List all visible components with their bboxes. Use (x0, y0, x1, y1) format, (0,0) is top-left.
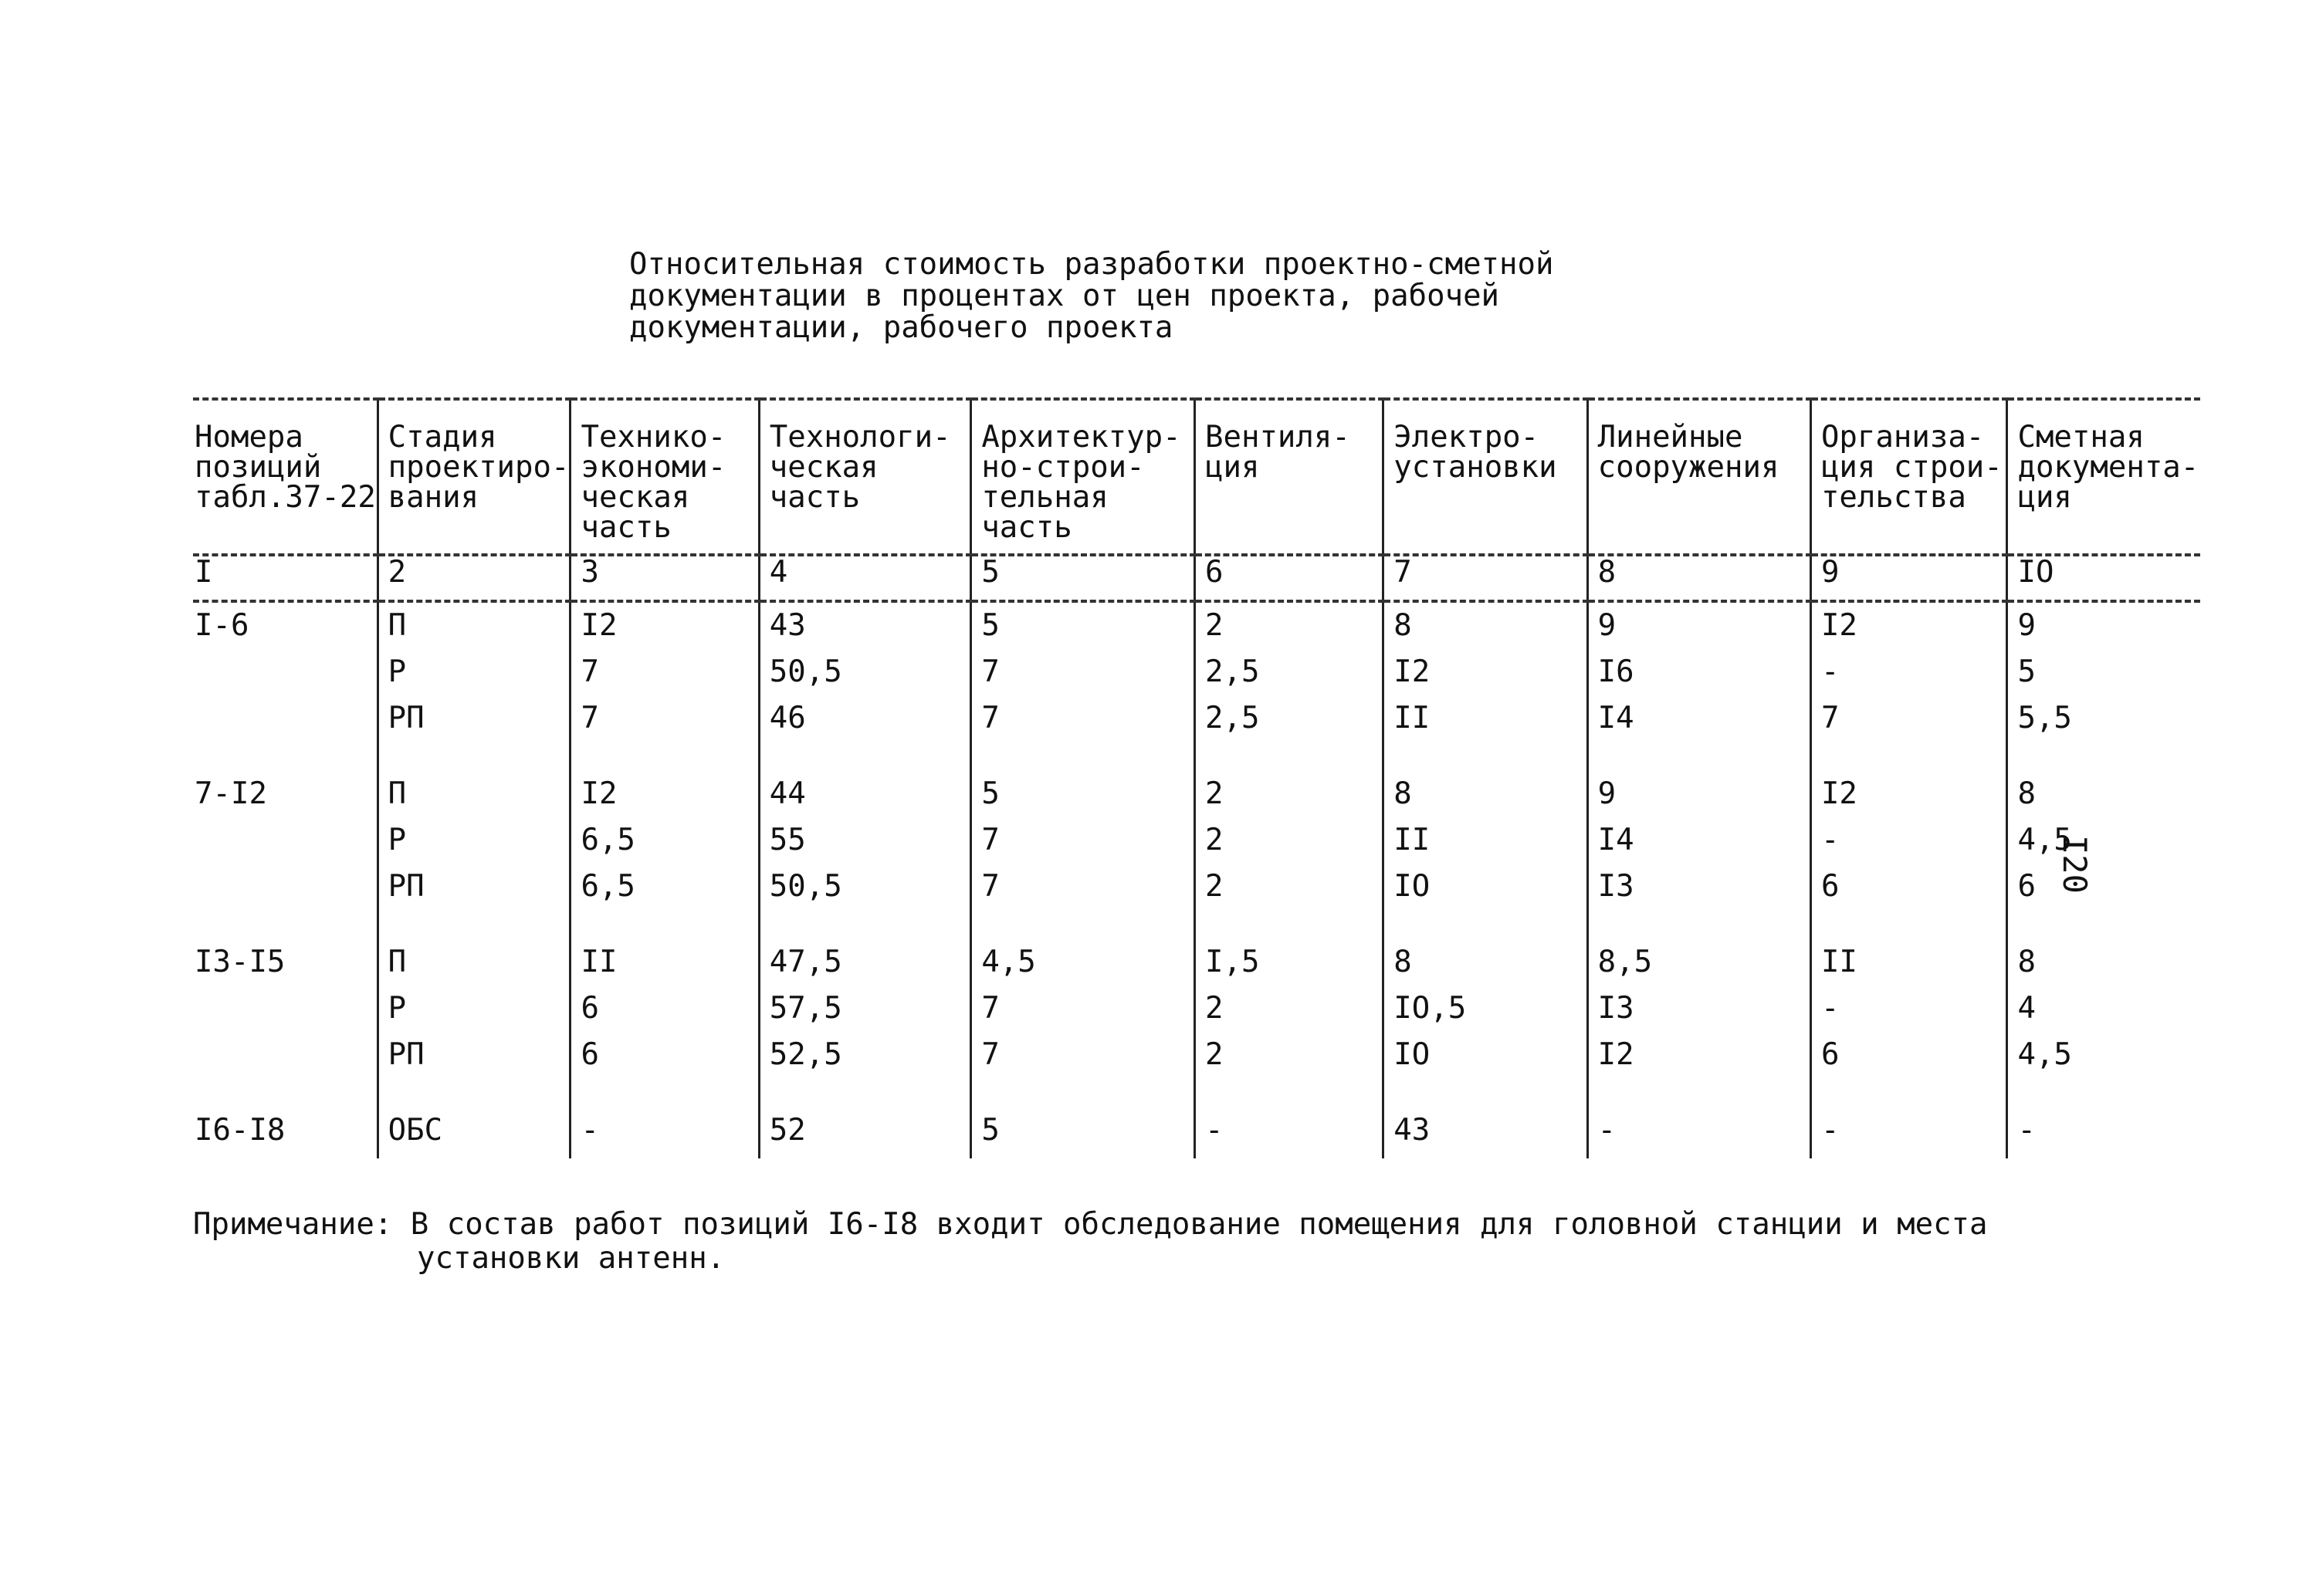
table-cell: - (1810, 817, 2007, 864)
table-cell: I3 (1587, 864, 1810, 910)
table-cell (193, 695, 378, 742)
column-header: Сметная документа-ция (2007, 399, 2200, 555)
table-cell: - (1810, 1078, 2007, 1158)
table-cell: 9 (1587, 601, 1810, 649)
table-cell: 47,5 (759, 910, 971, 986)
table-cell (193, 649, 378, 695)
table-cell: 6 (1810, 864, 2007, 910)
title-line: документации, рабочего проекта (629, 310, 1173, 345)
table-cell: 2 (1195, 986, 1383, 1032)
table-cell: 8 (1383, 910, 1587, 986)
table-cell: 6,5 (571, 817, 759, 864)
table-cell: 8 (2007, 910, 2200, 986)
table-cell: I2 (571, 742, 759, 817)
table-cell: 50,5 (759, 649, 971, 695)
table-cell: 7 (971, 864, 1195, 910)
table-cell: 7-I2 (195, 776, 267, 811)
column-number: 3 (571, 555, 759, 601)
column-number: 2 (378, 555, 571, 601)
table-cell: - (1195, 1078, 1383, 1158)
table-cell: I3-I5 (195, 945, 286, 979)
table-cell: 6 (2007, 864, 2200, 910)
table-cell: 43 (1383, 1078, 1587, 1158)
column-number: 7 (1383, 555, 1587, 601)
table-cell: I4 (1587, 695, 1810, 742)
table-row (193, 1032, 2200, 1078)
column-header: Линейные сооружения (1587, 399, 1810, 555)
table-cell: 7 (1810, 695, 2007, 742)
table-cell (193, 1032, 378, 1078)
column-header: Номера позиций табл.37-22 (193, 399, 378, 555)
table-cell: Р (378, 986, 571, 1032)
table-cell: I3 (1587, 986, 1810, 1032)
column-number: IO (2007, 555, 2200, 601)
table-cell: 43 (759, 601, 971, 649)
table-cell: - (2007, 1078, 2200, 1158)
table-cell: I6-I8 (195, 1113, 286, 1148)
table-cell: II (1383, 695, 1587, 742)
table-cell: 5 (971, 1078, 1195, 1158)
table-cell: 7 (971, 695, 1195, 742)
table-cell: 55 (759, 817, 971, 864)
column-number: 5 (971, 555, 1195, 601)
table-cell: I2 (1810, 601, 2007, 649)
column-number: 4 (759, 555, 971, 601)
table-cell: I,5 (1195, 910, 1383, 986)
table-row (193, 742, 2200, 817)
table-cell: 5 (971, 742, 1195, 817)
table-cell: 8,5 (1587, 910, 1810, 986)
table-cell (193, 986, 378, 1032)
table-cell: 2 (1195, 601, 1383, 649)
table-cell: I2 (1587, 1032, 1810, 1078)
column-header: Архитектур-но-строи-тельная часть (971, 399, 1195, 555)
document-title (629, 249, 1633, 343)
table-cell: П (378, 601, 571, 649)
column-header: Стадия проектиро-вания (378, 399, 571, 555)
table-cell: I2 (1383, 649, 1587, 695)
table-row (193, 910, 2200, 986)
table-cell: 5 (971, 601, 1195, 649)
table-header (193, 399, 2200, 601)
page-number: I20 (2056, 835, 2094, 894)
table-cell: II (571, 910, 759, 986)
table-cell: 4,5 (2007, 817, 2200, 864)
column-number: 6 (1195, 555, 1383, 601)
table-cell: 8 (2007, 742, 2200, 817)
table-cell: 2 (1195, 742, 1383, 817)
table-cell: 50,5 (759, 864, 971, 910)
table-cell: 52 (759, 1078, 971, 1158)
table-cell: 8 (1383, 601, 1587, 649)
footnote-line: установки антенн. (417, 1241, 726, 1276)
table-cell: 7 (571, 695, 759, 742)
table-cell: 6 (1810, 1032, 2007, 1078)
table-cell (193, 817, 378, 864)
table-cell: I6 (1587, 649, 1810, 695)
cost-table-container (193, 397, 2200, 1158)
table-cell: 7 (971, 649, 1195, 695)
table-body (193, 601, 2200, 1158)
table-cell: 5 (2007, 649, 2200, 695)
table-cell: 4,5 (971, 910, 1195, 986)
table-cell: II (1810, 910, 2007, 986)
table-cell: 46 (759, 695, 971, 742)
table-cell: I4 (1587, 817, 1810, 864)
column-number: 8 (1587, 555, 1810, 601)
column-number: I (193, 555, 378, 601)
cost-table (193, 397, 2200, 1158)
header-row (193, 399, 2200, 555)
table-cell: I2 (571, 601, 759, 649)
table-cell: П (378, 742, 571, 817)
column-header: Технологи-ческая часть (759, 399, 971, 555)
column-header: Технико-экономи-ческая часть (571, 399, 759, 555)
column-number: 9 (1810, 555, 2007, 601)
table-cell: 9 (2007, 601, 2200, 649)
table-row (193, 601, 2200, 649)
table-cell: 5,5 (2007, 695, 2200, 742)
table-cell: 44 (759, 742, 971, 817)
table-cell: 7 (971, 817, 1195, 864)
table-cell: 2 (1195, 864, 1383, 910)
table-cell: 4 (2007, 986, 2200, 1032)
table-cell: 6,5 (571, 864, 759, 910)
table-cell: ОБС (378, 1078, 571, 1158)
table-row (193, 1078, 2200, 1158)
table-cell: Р (378, 817, 571, 864)
footnote-line: Примечание: В состав работ позиций I6-I8 входит обследование помещения для головной станции и места (193, 1207, 1988, 1242)
table-cell: П (378, 910, 571, 986)
title-line: документации в процентах от цен проекта, рабочей (629, 279, 1500, 313)
table-row (193, 695, 2200, 742)
table-cell: I-6 (195, 608, 249, 643)
table-cell: IO (1383, 1032, 1587, 1078)
table-cell: 9 (1587, 742, 1810, 817)
table-cell: РП (378, 1032, 571, 1078)
table-cell: I2 (1810, 742, 2007, 817)
title-line: Относительная стоимость разработки проектно-сметной (629, 247, 1554, 282)
table-cell: 4,5 (2007, 1032, 2200, 1078)
table-cell: РП (378, 695, 571, 742)
table-cell: IO (1383, 864, 1587, 910)
table-row (193, 649, 2200, 695)
table-cell: II (1383, 817, 1587, 864)
column-header: Организа-ция строи-тельства (1810, 399, 2007, 555)
table-cell: 7 (971, 1032, 1195, 1078)
column-header: Электро-установки (1383, 399, 1587, 555)
column-number-row (193, 555, 2200, 601)
table-cell: IO,5 (1383, 986, 1587, 1032)
table-cell: 2 (1195, 1032, 1383, 1078)
table-cell: - (1810, 986, 2007, 1032)
column-header: Вентиля-ция (1195, 399, 1383, 555)
table-cell: - (571, 1078, 759, 1158)
table-cell: 6 (571, 986, 759, 1032)
footnote (193, 1208, 1988, 1276)
table-cell: 2 (1195, 817, 1383, 864)
table-cell: 2,5 (1195, 649, 1383, 695)
table-cell: 8 (1383, 742, 1587, 817)
table-row (193, 864, 2200, 910)
table-cell: Р (378, 649, 571, 695)
table-cell: 6 (571, 1032, 759, 1078)
table-cell: 57,5 (759, 986, 971, 1032)
table-cell: - (1810, 649, 2007, 695)
table-cell: 7 (971, 986, 1195, 1032)
table-cell (193, 864, 378, 910)
table-cell: 2,5 (1195, 695, 1383, 742)
table-row (193, 986, 2200, 1032)
table-cell: - (1587, 1078, 1810, 1158)
table-cell: 52,5 (759, 1032, 971, 1078)
table-row (193, 817, 2200, 864)
table-cell: РП (378, 864, 571, 910)
table-cell: 7 (571, 649, 759, 695)
